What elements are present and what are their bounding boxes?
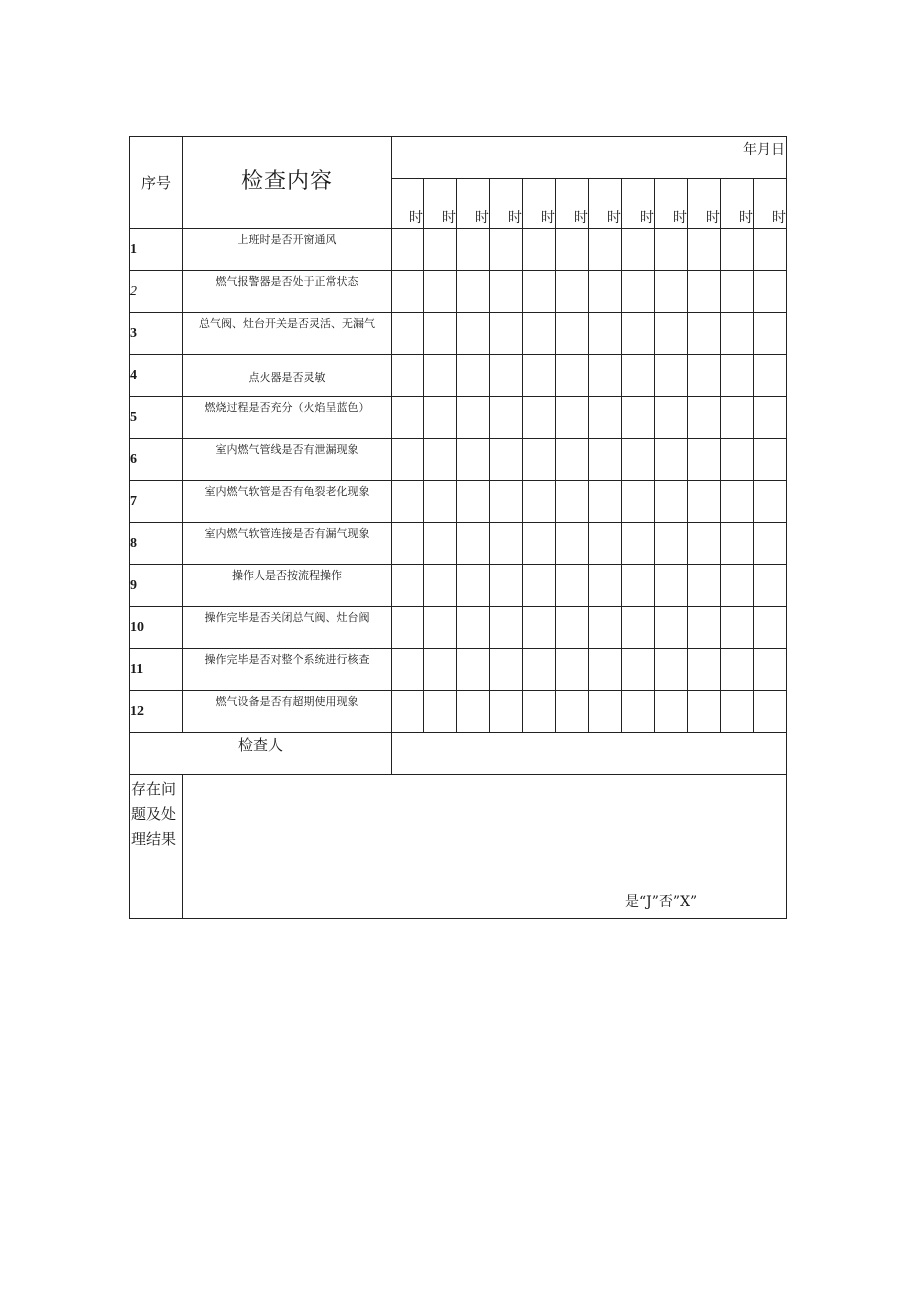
check-cell[interactable] (490, 397, 523, 439)
hour-header-11[interactable]: 时 (721, 179, 754, 229)
check-cell[interactable] (457, 607, 490, 649)
hour-header-8[interactable]: 时 (622, 179, 655, 229)
check-cell[interactable] (655, 649, 688, 691)
check-cell[interactable] (754, 313, 787, 355)
check-cell[interactable] (688, 229, 721, 271)
check-cell[interactable] (589, 355, 622, 397)
table-row (130, 355, 787, 397)
check-cell[interactable] (457, 271, 490, 313)
check-cell[interactable] (523, 313, 556, 355)
check-cell[interactable] (688, 565, 721, 607)
check-cell[interactable] (655, 313, 688, 355)
table-row (130, 565, 787, 607)
check-cell[interactable] (721, 229, 754, 271)
check-cell[interactable] (754, 439, 787, 481)
check-cell[interactable] (721, 607, 754, 649)
check-cell[interactable] (457, 649, 490, 691)
check-cell[interactable] (556, 565, 589, 607)
check-cell[interactable] (721, 649, 754, 691)
check-cell[interactable] (490, 607, 523, 649)
check-cell[interactable] (589, 229, 622, 271)
check-cell[interactable] (622, 313, 655, 355)
check-cell[interactable] (721, 691, 754, 733)
check-cell[interactable] (589, 439, 622, 481)
check-cell[interactable] (754, 565, 787, 607)
check-cell[interactable] (457, 565, 490, 607)
check-cell[interactable] (392, 397, 424, 439)
check-cell[interactable] (556, 481, 589, 523)
item-number: 2 (130, 271, 183, 313)
check-cell[interactable] (424, 649, 457, 691)
check-cell[interactable] (754, 649, 787, 691)
legend-note: 是“J”否”X” (625, 894, 698, 910)
check-cell[interactable] (457, 481, 490, 523)
check-cell[interactable] (655, 481, 688, 523)
check-cell[interactable] (523, 565, 556, 607)
check-cell[interactable] (754, 355, 787, 397)
check-cell[interactable] (688, 607, 721, 649)
check-cell[interactable] (754, 607, 787, 649)
check-cell[interactable] (754, 271, 787, 313)
item-description: 操作完毕是否关闭总气阀、灶台阀 (183, 607, 392, 649)
check-cell[interactable] (556, 313, 589, 355)
table-row (130, 523, 787, 565)
hour-header-7[interactable]: 时 (589, 179, 622, 229)
check-cell[interactable] (589, 565, 622, 607)
check-cell[interactable] (721, 313, 754, 355)
check-cell[interactable] (424, 691, 457, 733)
check-cell[interactable] (424, 229, 457, 271)
check-cell[interactable] (688, 523, 721, 565)
check-cell[interactable] (754, 229, 787, 271)
check-cell[interactable] (688, 313, 721, 355)
check-cell[interactable] (523, 691, 556, 733)
check-cell[interactable] (556, 649, 589, 691)
item-description: 点火器是否灵敏 (183, 355, 392, 397)
column-header-content: 检查内容 (183, 137, 392, 229)
check-cell[interactable] (754, 691, 787, 733)
check-cell[interactable] (688, 691, 721, 733)
check-cell[interactable] (622, 523, 655, 565)
check-cell[interactable] (490, 565, 523, 607)
check-cell[interactable] (392, 565, 424, 607)
item-number: 10 (130, 607, 183, 649)
check-cell[interactable] (392, 271, 424, 313)
item-number: 1 (130, 229, 183, 271)
inspector-row (130, 733, 787, 775)
check-cell[interactable] (589, 523, 622, 565)
table-row (130, 691, 787, 733)
item-number: 5 (130, 397, 183, 439)
check-cell[interactable] (457, 523, 490, 565)
check-cell[interactable] (655, 439, 688, 481)
check-cell[interactable] (490, 439, 523, 481)
check-cell[interactable] (622, 691, 655, 733)
check-cell[interactable] (392, 439, 424, 481)
check-cell[interactable] (490, 523, 523, 565)
check-cell[interactable] (490, 649, 523, 691)
check-cell[interactable] (392, 649, 424, 691)
item-description: 总气阀、灶台开关是否灵活、无漏气 (183, 313, 392, 355)
header-row-date (130, 137, 787, 179)
check-cell[interactable] (721, 523, 754, 565)
check-cell[interactable] (688, 481, 721, 523)
gas-safety-inspection-table (129, 136, 787, 919)
check-cell[interactable] (622, 649, 655, 691)
inspector-label: 检查人 (130, 733, 392, 775)
check-cell[interactable] (622, 565, 655, 607)
check-cell[interactable] (490, 691, 523, 733)
table-row (130, 229, 787, 271)
check-cell[interactable] (655, 355, 688, 397)
check-cell[interactable] (424, 271, 457, 313)
hour-header-4[interactable]: 时 (490, 179, 523, 229)
table-row (130, 271, 787, 313)
check-cell[interactable] (721, 271, 754, 313)
hour-header-5[interactable]: 时 (523, 179, 556, 229)
check-cell[interactable] (655, 397, 688, 439)
check-cell[interactable] (457, 397, 490, 439)
check-cell[interactable] (392, 355, 424, 397)
item-number: 3 (130, 313, 183, 355)
item-number: 9 (130, 565, 183, 607)
check-cell[interactable] (392, 607, 424, 649)
item-description: 室内燃气管线是否有泄漏现象 (183, 439, 392, 481)
check-cell[interactable] (392, 313, 424, 355)
check-cell[interactable] (523, 481, 556, 523)
check-cell[interactable] (556, 439, 589, 481)
check-cell[interactable] (457, 313, 490, 355)
check-cell[interactable] (622, 481, 655, 523)
item-number: 4 (130, 355, 183, 397)
check-cell[interactable] (622, 607, 655, 649)
table-row (130, 607, 787, 649)
check-cell[interactable] (424, 607, 457, 649)
item-description: 燃气设备是否有超期使用现象 (183, 691, 392, 733)
check-cell[interactable] (523, 397, 556, 439)
check-cell[interactable] (721, 397, 754, 439)
check-cell[interactable] (424, 397, 457, 439)
check-cell[interactable] (424, 439, 457, 481)
hour-header-2[interactable]: 时 (424, 179, 457, 229)
check-cell[interactable] (655, 523, 688, 565)
check-cell[interactable] (754, 523, 787, 565)
item-description: 上班时是否开窗通风 (183, 229, 392, 271)
item-description: 燃气报警器是否处于正常状态 (183, 271, 392, 313)
check-cell[interactable] (457, 229, 490, 271)
check-cell[interactable] (721, 355, 754, 397)
check-cell[interactable] (392, 691, 424, 733)
check-cell[interactable] (523, 355, 556, 397)
check-cell[interactable] (556, 397, 589, 439)
item-description: 操作完毕是否对整个系统进行核查 (183, 649, 392, 691)
check-cell[interactable] (424, 523, 457, 565)
check-cell[interactable] (490, 271, 523, 313)
table-row (130, 313, 787, 355)
check-cell[interactable] (655, 607, 688, 649)
check-cell[interactable] (721, 565, 754, 607)
check-cell[interactable] (589, 649, 622, 691)
check-cell[interactable] (523, 607, 556, 649)
check-cell[interactable] (556, 355, 589, 397)
check-cell[interactable] (556, 271, 589, 313)
check-cell[interactable] (655, 271, 688, 313)
column-header-no: 序号 (130, 137, 183, 229)
inspector-field[interactable] (392, 733, 787, 775)
table-row (130, 649, 787, 691)
table-row (130, 397, 787, 439)
check-cell[interactable] (754, 481, 787, 523)
item-description: 燃烧过程是否充分（火焰呈蓝色） (183, 397, 392, 439)
check-cell[interactable] (457, 691, 490, 733)
check-cell[interactable] (523, 229, 556, 271)
check-cell[interactable] (655, 691, 688, 733)
item-number: 12 (130, 691, 183, 733)
check-cell[interactable] (589, 397, 622, 439)
check-cell[interactable] (424, 355, 457, 397)
item-number: 7 (130, 481, 183, 523)
hour-header-9[interactable]: 时 (655, 179, 688, 229)
check-cell[interactable] (523, 649, 556, 691)
check-cell[interactable] (688, 439, 721, 481)
check-cell[interactable] (392, 481, 424, 523)
check-cell[interactable] (556, 691, 589, 733)
check-cell[interactable] (392, 523, 424, 565)
check-cell[interactable] (589, 481, 622, 523)
check-cell[interactable] (523, 523, 556, 565)
check-cell[interactable] (556, 229, 589, 271)
check-cell[interactable] (655, 229, 688, 271)
check-cell[interactable] (622, 271, 655, 313)
check-cell[interactable] (589, 607, 622, 649)
check-cell[interactable] (622, 229, 655, 271)
check-cell[interactable] (457, 439, 490, 481)
hour-header-1[interactable]: 时 (392, 179, 424, 229)
hour-header-12[interactable]: 时 (754, 179, 787, 229)
check-cell[interactable] (490, 229, 523, 271)
check-cell[interactable] (622, 355, 655, 397)
check-cell[interactable] (589, 691, 622, 733)
issues-label: 存在问题及处理结果 (130, 775, 183, 919)
check-cell[interactable] (490, 355, 523, 397)
check-cell[interactable] (688, 649, 721, 691)
item-number: 8 (130, 523, 183, 565)
hour-header-10[interactable]: 时 (688, 179, 721, 229)
table-row (130, 481, 787, 523)
date-field[interactable]: 年月日 (392, 137, 787, 179)
check-cell[interactable] (688, 397, 721, 439)
hour-header-3[interactable]: 时 (457, 179, 490, 229)
item-description: 操作人是否按流程操作 (183, 565, 392, 607)
check-cell[interactable] (392, 229, 424, 271)
check-cell[interactable] (457, 355, 490, 397)
check-cell[interactable] (490, 313, 523, 355)
check-cell[interactable] (424, 481, 457, 523)
check-cell[interactable] (589, 271, 622, 313)
check-cell[interactable] (622, 439, 655, 481)
check-cell[interactable] (622, 397, 655, 439)
check-cell[interactable] (589, 313, 622, 355)
check-cell[interactable] (655, 565, 688, 607)
table-row (130, 439, 787, 481)
check-cell[interactable] (490, 481, 523, 523)
check-cell[interactable] (754, 397, 787, 439)
hour-header-6[interactable]: 时 (556, 179, 589, 229)
item-description: 室内燃气软管是否有龟裂老化现象 (183, 481, 392, 523)
check-cell[interactable] (688, 271, 721, 313)
check-cell[interactable] (556, 523, 589, 565)
check-cell[interactable] (556, 607, 589, 649)
check-cell[interactable] (424, 313, 457, 355)
check-cell[interactable] (721, 439, 754, 481)
check-cell[interactable] (523, 271, 556, 313)
item-number: 6 (130, 439, 183, 481)
check-cell[interactable] (721, 481, 754, 523)
check-cell[interactable] (688, 355, 721, 397)
check-cell[interactable] (523, 439, 556, 481)
item-number: 11 (130, 649, 183, 691)
item-description: 室内燃气软管连接是否有漏气现象 (183, 523, 392, 565)
check-cell[interactable] (424, 565, 457, 607)
